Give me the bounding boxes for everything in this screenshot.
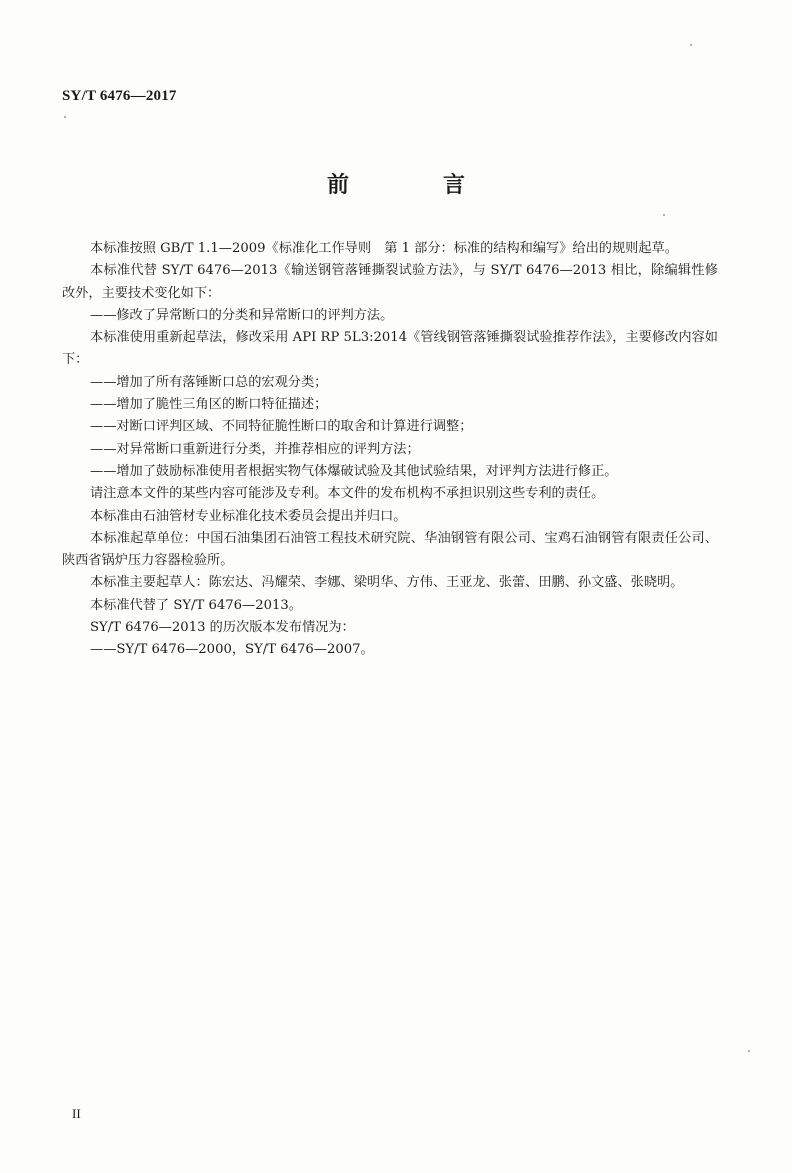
foreword-body <box>62 238 718 662</box>
paragraph-replaced-standard: 本标准代替了 SY/T 6476—2013。 <box>90 597 302 613</box>
scan-speck <box>663 214 665 216</box>
list-item-previous-versions: ——SY/T 6476—2000，SY/T 6476—2007。 <box>90 642 374 658</box>
paragraph-drafting-rules: 本标准按照 GB/T 1.1—2009《标准化工作导则 第 1 部分：标准的结构和编写》给出的规则起草。 <box>90 241 678 256</box>
page-title: 前 言 <box>326 173 501 198</box>
standard-code-header: SY/T 6476—2017 <box>62 88 177 104</box>
paragraph-proposed-by: 本标准由石油管材专业标准化技术委员会提出并归口。 <box>90 508 407 524</box>
list-item-modification: ——增加了脆性三角区的断口特征描述； <box>90 397 328 413</box>
paragraph-redrafting-method: 本标准使用重新起草法，修改采用 API RP 5L3:2014《管线钢管落锤撕裂试验推荐作法》，主要修改内容如下： <box>62 330 718 368</box>
scan-speck <box>64 116 66 118</box>
scan-speck <box>748 1050 750 1052</box>
paragraph-drafting-organizations: 本标准起草单位：中国石油集团石油管工程技术研究院、华油钢管有限公司、宝鸡石油钢管有限责任公司、陕西省锅炉压力容器检验所。 <box>62 530 718 569</box>
paragraph-replaces: 本标准代替 SY/T 6476—2013《输送钢管落锤撕裂试验方法》，与 SY/T 6476—2013 相比，除编辑性修改外，主要技术变化如下： <box>62 263 718 301</box>
page-number: II <box>72 1106 81 1121</box>
list-item-modification: ——增加了鼓励标准使用者根据实物气体爆破试验及其他试验结果，对评判方法进行修正。 <box>90 463 618 479</box>
scan-speck <box>690 44 692 46</box>
list-item-modification: ——增加了所有落锤断口总的宏观分类； <box>90 374 328 390</box>
paragraph-version-history: SY/T 6476—2013 的历次版本发布情况为： <box>90 620 355 636</box>
list-item-change: ——修改了异常断口的分类和异常断口的评判方法。 <box>90 307 394 323</box>
list-item-modification: ——对异常断口重新进行分类，并推荐相应的评判方法； <box>90 441 420 457</box>
paragraph-drafters: 本标准主要起草人：陈宏达、冯耀荣、李娜、梁明华、方伟、王亚龙、张蕾、田鹏、孙文盛、张晓明。 <box>90 575 684 591</box>
paragraph-patent-notice: 请注意本文件的某些内容可能涉及专利。本文件的发布机构不承担识别这些专利的责任。 <box>90 486 605 502</box>
list-item-modification: ——对断口评判区域、不同特征脆性断口的取舍和计算进行调整； <box>90 419 473 435</box>
